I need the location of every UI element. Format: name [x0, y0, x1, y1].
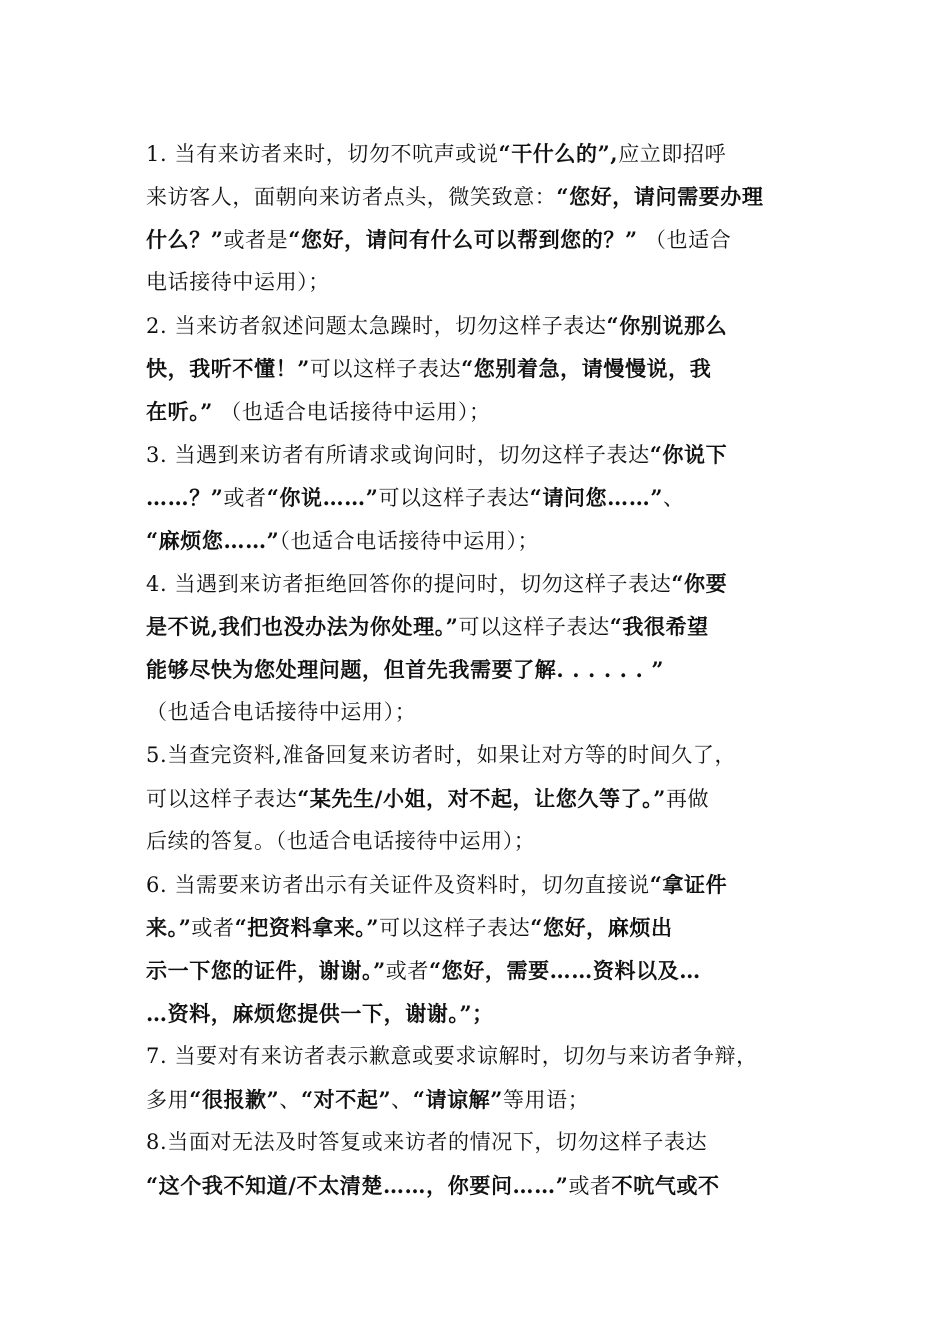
text-run: 、	[391, 1088, 413, 1112]
text-run: 6. 当需要来访者出示有关证件及资料时，切勿直接说	[146, 873, 650, 897]
text-run: 或者	[568, 1174, 612, 1198]
text-line	[146, 433, 806, 476]
text-run: 7. 当要对有来访者表示歉意或要求谅解时，切勿与来访者争辩，	[146, 1044, 758, 1068]
bold-phrase: 来。”	[146, 915, 192, 940]
text-line	[146, 906, 806, 949]
text-run: 可以这样子表达	[458, 615, 610, 639]
text-run: 、	[279, 1088, 301, 1112]
bold-phrase: “您好，需要……资料以及…	[428, 958, 701, 983]
text-line	[146, 304, 806, 347]
text-run: 1. 当有来访者来时，切勿不吭声或说	[146, 142, 499, 166]
text-run: 5.当查完资料,准备回复来访者时，如果让对方等的时间久了，	[146, 743, 737, 767]
bold-phrase: “很报歉”	[189, 1087, 280, 1112]
text-run: 或者是	[223, 228, 289, 252]
bold-phrase: “你要	[671, 571, 728, 596]
text-line	[146, 562, 806, 605]
text-line	[146, 605, 806, 648]
bold-phrase: 是不说,我们也没办法为你处理。”	[146, 614, 459, 639]
text-line	[146, 1035, 806, 1078]
text-line	[146, 691, 806, 734]
text-run: 8.当面对无法及时答复或来访者的情况下，切勿这样子表达	[146, 1130, 708, 1154]
bold-phrase: 不吭气或不	[611, 1173, 720, 1198]
text-line	[146, 1164, 806, 1207]
bold-phrase: “您好，请问有什么可以帮到您的？”	[288, 227, 638, 252]
text-run: 再做	[665, 787, 710, 811]
text-run: 等用语；	[502, 1088, 590, 1112]
bold-phrase: “某先生/小姐，对不起，让您久等了。”	[297, 786, 666, 811]
text-run: （也适合电话接待中运用）；	[279, 529, 540, 553]
text-line	[146, 648, 806, 691]
text-run: 来访客人，面朝向来访者点头，微笑致意：	[146, 185, 557, 209]
text-line	[146, 820, 806, 863]
text-run: 或者	[191, 916, 235, 940]
text-run: 4. 当遇到来访者拒绝回答你的提问时，切勿这样子表达	[146, 572, 672, 596]
text-line	[146, 132, 806, 175]
text-line	[146, 347, 806, 390]
text-line	[146, 175, 806, 218]
text-run: 可以这样子表达	[379, 916, 531, 940]
bold-phrase: 示一下您的证件，谢谢。”	[146, 958, 386, 983]
text-line	[146, 1121, 806, 1164]
bold-phrase: “你别说那么	[606, 313, 728, 338]
text-line	[146, 949, 806, 992]
document-body	[146, 132, 806, 1207]
bold-phrase: “对不起”	[300, 1087, 392, 1112]
bold-phrase: “这个我不知道/不太清楚……，你要问……”	[146, 1173, 569, 1198]
text-run: 、	[663, 486, 685, 510]
text-run: 可以这样子表达	[309, 357, 462, 381]
bold-phrase: “把资料拿来。”	[234, 915, 380, 940]
bold-phrase: 快，我听不懂！”	[146, 356, 310, 381]
bold-phrase: ……？”	[146, 485, 224, 510]
bold-phrase: 什么？”	[146, 227, 224, 252]
bold-phrase: …资料，麻烦您提供一下，谢谢。”；	[146, 1001, 494, 1026]
bold-phrase: 能够尽快为您处理问题，但首先我需要了解. . . . . . ”	[146, 657, 665, 682]
bold-phrase: “您好，请问需要办理	[556, 184, 764, 209]
bold-phrase: “你说……”	[266, 485, 379, 510]
bold-phrase: “拿证件	[649, 872, 728, 897]
text-run: 可以这样子表达	[378, 486, 530, 510]
text-line	[146, 218, 806, 261]
text-run: 电话接待中运用）；	[146, 270, 330, 294]
text-run: 多用	[146, 1088, 190, 1112]
text-run: （也适合电话接待中运用）；	[212, 400, 491, 424]
text-line	[146, 1078, 806, 1121]
bold-phrase: “您好，麻烦出	[530, 915, 673, 940]
bold-phrase: “请问您……”	[529, 485, 664, 510]
bold-phrase: “请谅解”	[412, 1087, 503, 1112]
text-line	[146, 863, 806, 906]
text-run: 或者	[385, 959, 429, 983]
text-run: 可以这样子表达	[146, 787, 298, 811]
text-line	[146, 777, 806, 820]
text-run: 或者	[223, 486, 267, 510]
bold-phrase: “您别着急，请慢慢说，我	[461, 356, 712, 381]
text-run: （也适合	[637, 228, 732, 252]
text-run: 后续的答复。（也适合电话接待中运用）；	[146, 829, 536, 853]
bold-phrase: 在听。”	[146, 399, 213, 424]
text-line	[146, 734, 806, 777]
text-line	[146, 476, 806, 519]
text-line	[146, 261, 806, 304]
text-run: （也适合电话接待中运用）；	[146, 700, 417, 724]
text-line	[146, 519, 806, 562]
bold-phrase: “我很希望	[609, 614, 709, 639]
text-line	[146, 390, 806, 433]
text-line	[146, 992, 806, 1035]
text-run: 应立即招呼	[618, 142, 727, 166]
bold-phrase: “麻烦您……”	[146, 528, 280, 553]
text-run: 3. 当遇到来访者有所请求或询问时，切勿这样子表达	[146, 443, 650, 467]
bold-phrase: “干什么的”,	[498, 141, 619, 166]
bold-phrase: “你说下	[649, 442, 728, 467]
text-run: 2. 当来访者叙述问题太急躁时，切勿这样子表达	[146, 314, 607, 338]
